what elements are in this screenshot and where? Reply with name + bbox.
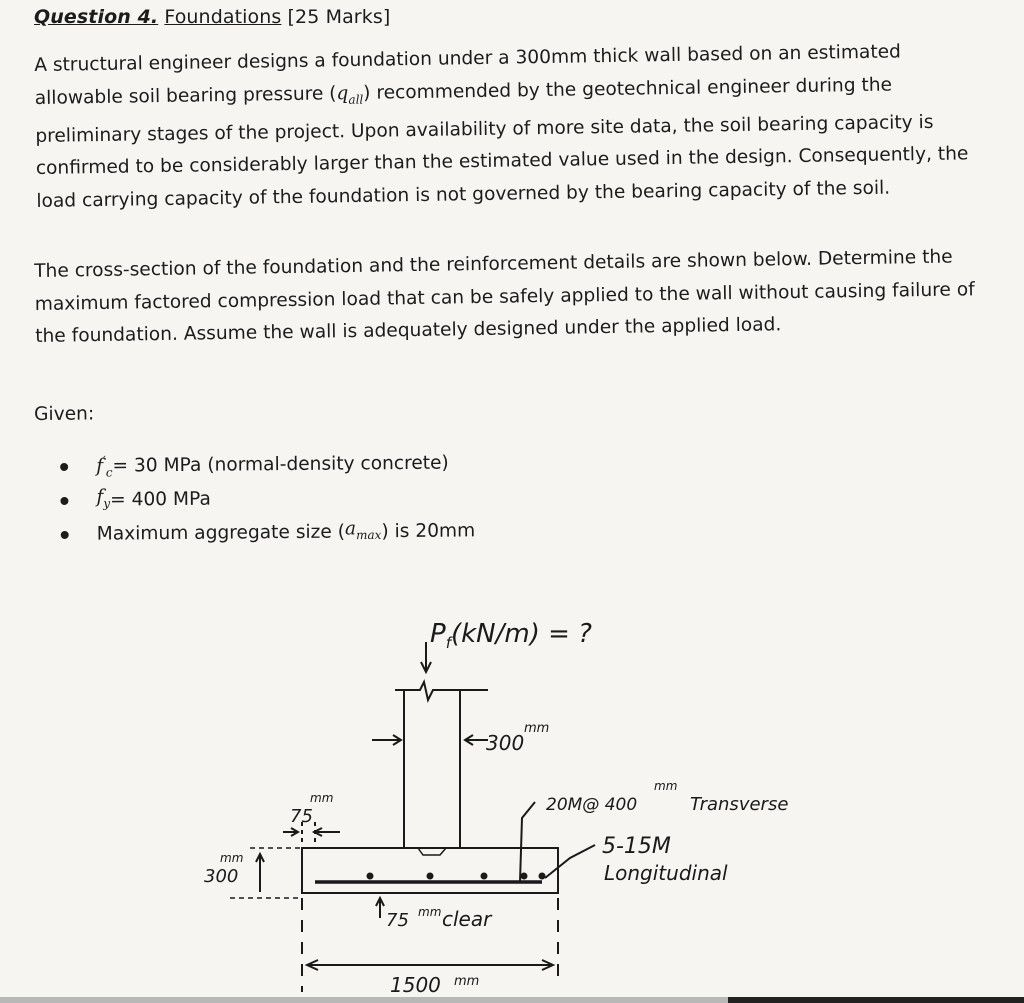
- clear-label: clear: [442, 907, 492, 931]
- question-title: Foundations: [164, 6, 282, 28]
- footing-width-unit: mm: [454, 974, 480, 989]
- foundation-diagram: [190, 600, 830, 995]
- scan-border: [0, 997, 1024, 1003]
- question-heading: [34, 6, 390, 28]
- longitudinal-bars-label: 5-15M: [602, 834, 671, 859]
- bullet-icon: [60, 463, 68, 471]
- longitudinal-label: Longitudinal: [604, 861, 728, 885]
- thickness-label: 300: [204, 866, 239, 887]
- bullet-icon: [61, 531, 69, 539]
- wall-width-label: 300: [486, 731, 525, 755]
- clear-cover-unit: mm: [418, 905, 442, 919]
- given-label: Given:: [34, 403, 95, 425]
- transverse-bars-label: 20M@ 400: [546, 795, 638, 815]
- qall-symbol: $q_{all}$: [336, 82, 364, 107]
- svg-text:Pf(kN/m) = ?: $P_f(kN/m)$ = ?: [430, 619, 592, 652]
- transverse-label: Transverse: [690, 794, 789, 815]
- longitudinal-bar: [521, 873, 528, 880]
- bullet-icon: [60, 497, 68, 505]
- problem-paragraph-1: A structural engineer designs a foundation under a 300mm thick wall based on an estimated allowable soil bearing pressure $(q_{all})$ recommended by the geotechnical engineer during the preliminary stages of the project. Upon availability of more site data, the soil bearing capacity is confirmed to be considerably larger than the estimated value used in the design. Consequently, the load carrying capacity of the foundation is not governed by the bearing capacity of the soil.: [34, 41, 969, 212]
- longitudinal-bars: [367, 873, 546, 880]
- given-list: [60, 446, 475, 552]
- longitudinal-bar: [427, 873, 434, 880]
- wall-width-unit: mm: [524, 721, 550, 736]
- longitudinal-bar: [481, 873, 488, 880]
- transverse-unit: mm: [654, 779, 678, 793]
- edge-distance-label: 75: [290, 806, 313, 827]
- longitudinal-bar: [367, 873, 374, 880]
- list-item: $f_y$ = 400 MPa: [60, 480, 475, 518]
- clear-cover-label: 75: [386, 910, 409, 931]
- longitudinal-bar: [539, 873, 546, 880]
- question-marks: [25 Marks]: [287, 6, 391, 28]
- problem-paragraph-2: The cross-section of the foundation and the reinforcement details are shown below. Determine the maximum factored compression load that can be safely applied to the wall without causing failure of the foundation. Assume the wall is adequately designed under the applied load.: [34, 246, 975, 347]
- question-number: Question 4.: [34, 6, 159, 28]
- footing-width-label: 1500: [390, 973, 441, 995]
- edge-distance-unit: mm: [310, 791, 334, 805]
- thickness-unit: mm: [220, 851, 244, 865]
- list-item: Maximum aggregate size ( $a_{max}$ ) is 20mm: [61, 514, 476, 552]
- list-item: $f'_c$ = 30 MPa (normal-density concrete): [60, 446, 475, 484]
